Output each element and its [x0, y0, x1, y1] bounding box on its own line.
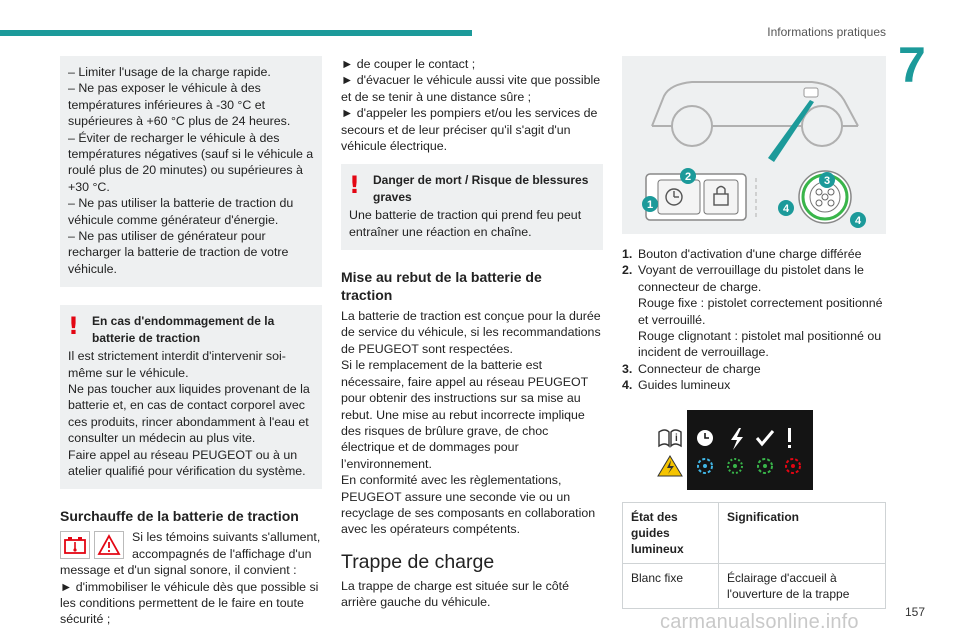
precautions-text: – Limiter l'usage de la charge rapide. – Ne pas exposer le véhicule à des températures inférieures à -30 °C et supérieures à +60 °C plus de 24 heures. – Éviter de recharger le véhicule à des températures négatives (sauf si le véhicule a roulé plus de 20 minutes) ou supérieures à +30 °C. – Ne pas utiliser la batterie de traction du véhicule comme générateur d'énergie. – Ne pas utiliser de générateur pour recharger la batterie de traction de votre véhicule.: [68, 65, 314, 276]
damage-warning-body: Il est strictement interdit d'intervenir soi-même sur le véhicule. Ne pas toucher aux liquides provenant de la batterie et, en cas de contact corporel avec ces produits, rincer abondamment à l'eau et consulter un médecin au plus vite. Faire appel au réseau PEUGEOT ou à un atelier qualifié pour vérification du système.: [68, 349, 310, 478]
svg-text:i: i: [675, 432, 678, 444]
precautions-box: [60, 56, 322, 287]
charge-flap-illustration: [622, 56, 886, 234]
warning-lamps: [60, 531, 124, 559]
table-header-row: [623, 502, 886, 563]
overheat-intro: Si les témoins suivants s'allument, accompagnés de l'affichage d'un message et d'un signal sonore, il convient :: [60, 530, 321, 578]
alert-triangle-icon: [94, 531, 124, 559]
column-right: [622, 56, 886, 609]
header-accent-bar: [0, 30, 472, 36]
page-number: 157: [904, 605, 925, 619]
lightning-icon: [731, 428, 743, 450]
light-guide-panel-wrap: [622, 410, 886, 490]
charge-flap-diagram: [622, 56, 886, 234]
danger-warning-body: Une batterie de traction qui prend feu peut entraîner une réaction en chaîne.: [349, 208, 582, 239]
overheat-heading: Surchauffe de la batterie de traction: [60, 508, 299, 525]
callout-2: 2: [684, 171, 692, 183]
danger-warning: [349, 172, 595, 240]
charge-flap-heading: Trappe de charge: [341, 550, 495, 573]
damage-warning-title: En cas d'endommagement de la batterie de traction: [92, 314, 275, 345]
column-left: [60, 56, 322, 628]
legend-item: 3. Connecteur de charge: [622, 361, 761, 376]
legend-item: 2. Voyant de verrouillage du pistolet dans le connecteur de charge. Rouge fixe : pistolet correctement positionné et verrouillé. Rouge clignotant : pistolet mal positionné ou incident de verrouillage.: [622, 263, 883, 360]
emergency-steps: ► de couper le contact ; ► d'évacuer le véhicule aussi vite que possible et de se tenir à une distance sûre ; ► d'appeler les pompiers et/ou les services de secours et de leur préciser qu'il s'agit d'un véhicule électrique.: [341, 57, 601, 154]
danger-warning-box: [341, 164, 603, 250]
battery-temperature-icon: [60, 531, 90, 559]
callout-legend: [622, 246, 886, 394]
section-title: Informations pratiques: [767, 25, 886, 39]
disposal-heading: Mise au rebut de la batterie de traction: [341, 269, 542, 304]
danger-warning-title: Danger de mort / Risque de blessures graves: [373, 173, 589, 204]
warning-icon: !: [349, 171, 360, 200]
overheat-section: [60, 529, 322, 627]
callout-1: 1: [646, 199, 654, 211]
table-row: [623, 563, 886, 608]
light-guide-table: [622, 502, 886, 609]
table-header-meaning: Signification: [719, 502, 886, 563]
legend-item: 4. Guides lumineux: [622, 378, 731, 393]
check-icon: [757, 431, 773, 444]
disposal-body: La batterie de traction est conçue pour la durée de service du véhicule, si les recommandations de PEUGEOT sont respectées. Si le remplacement de la batterie est nécessaire, faire appel au réseau PEUGEOT pour obtenir des instructions sur sa mise au rebut. Une mise au rebut incorrecte implique des risques de brûlure grave, de choc électrique et de dommages pour l’environnement. En conformité avec les règlementations, PEUGEOT assure une seconde vie ou un recyclage de ses composants en collaboration avec les opérateurs compétents.: [341, 309, 601, 537]
light-guide-panel: [653, 410, 813, 490]
damage-warning: [68, 313, 314, 479]
table-cell: Blanc fixe: [623, 563, 719, 608]
warning-icon: !: [68, 312, 79, 341]
chapter-number: 7: [898, 37, 926, 93]
table-cell: Éclairage d'accueil à l'ouverture de la trappe: [719, 563, 886, 608]
callout-4a: 4: [782, 203, 790, 215]
exclamation-icon: [788, 428, 791, 442]
table-header-state: État des guides lumineux: [623, 502, 719, 563]
callout-3: 3: [823, 175, 831, 187]
damage-warning-box: [60, 305, 322, 489]
callout-4b: 4: [854, 215, 862, 227]
overheat-step-1: ► d'immobiliser le véhicule dès que possible si les conditions permettent de le faire en toute sécurité ;: [60, 579, 319, 627]
column-middle: [341, 56, 603, 611]
legend-item: 1. Bouton d'activation d'une charge différée: [622, 247, 862, 261]
watermark: carmanualsonline.info: [660, 611, 859, 633]
charge-flap-body: La trappe de charge est située sur le côté arrière gauche du véhicule.: [341, 578, 569, 610]
